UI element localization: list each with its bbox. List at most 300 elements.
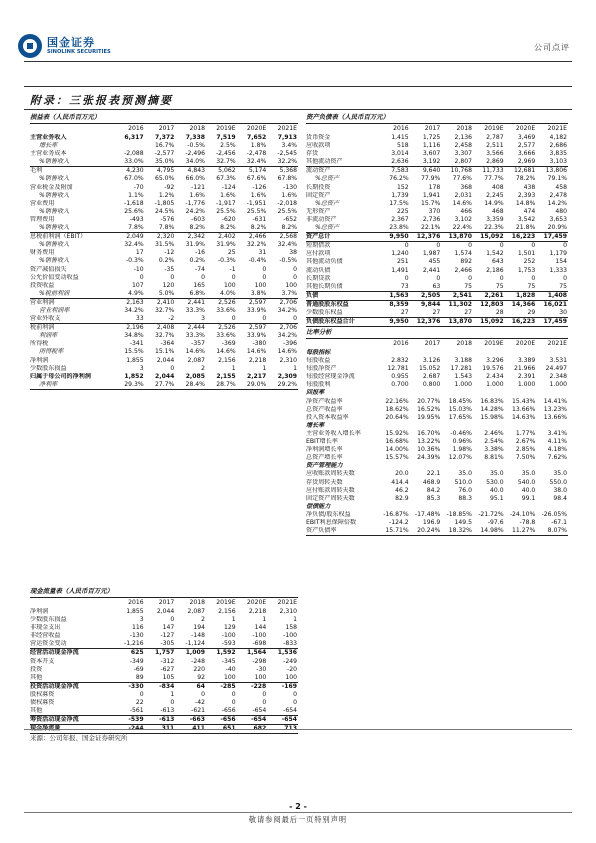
value-cell — [505, 389, 537, 397]
table-row — [306, 462, 568, 470]
value-cell — [536, 462, 568, 470]
row-label: 少数股东损益 — [30, 364, 67, 372]
value-cell: -593 — [206, 640, 237, 649]
value-cell: 0 — [170, 699, 175, 707]
value-cell: -69 — [133, 665, 144, 673]
value-cell: 107 — [132, 281, 144, 289]
value-cell: 1,725 — [422, 134, 441, 141]
value-cell: 0 — [237, 315, 268, 324]
value-cell: -124 — [221, 183, 236, 191]
row-label: 其他长期负债 — [306, 283, 378, 292]
row-label: 应收款项 — [306, 142, 331, 150]
row-label: 所得税 — [30, 340, 49, 348]
value-cell: 2,505 — [410, 291, 442, 300]
value-cell: 2,410 — [156, 298, 175, 306]
table-row — [306, 479, 568, 487]
row-label: %销售收入 — [30, 158, 114, 167]
value-cell: 16,021 — [543, 300, 567, 308]
value-cell: 0 — [531, 274, 536, 282]
value-cell: 0 — [201, 690, 205, 698]
table-row — [30, 691, 298, 699]
value-cell: 643 — [491, 258, 504, 266]
year-header-cell: 2019E — [484, 340, 504, 347]
value-cell: 34.2% — [124, 306, 144, 314]
row-label: 每股收益 — [306, 357, 331, 365]
value-cell: 0 — [499, 274, 504, 282]
value-cell — [378, 349, 410, 357]
table-row — [30, 184, 298, 192]
value-cell: 1,240 — [391, 250, 409, 258]
table-row — [30, 208, 298, 216]
value-cell: 35.0% — [145, 158, 176, 167]
ratio-analysis-table — [306, 339, 568, 536]
value-cell: 12,376 — [410, 233, 442, 242]
value-cell: 147 — [162, 624, 175, 632]
value-cell: 15.43% — [512, 397, 536, 405]
table-row — [30, 266, 298, 274]
value-cell: 2.434 — [486, 373, 504, 381]
row-label: 息税前利润（EBIT） — [30, 233, 87, 241]
year-header-cell: 2017 — [158, 599, 175, 606]
value-cell: 3,103 — [536, 158, 568, 167]
value-cell: 100 — [223, 281, 236, 289]
footer-rule — [24, 812, 572, 813]
value-cell: 3.531 — [549, 357, 567, 365]
value-cell: -631 — [252, 215, 267, 223]
value-cell: -67.1 — [551, 518, 567, 526]
value-cell: 79.1% — [547, 175, 567, 183]
row-label: 主营业务成本 — [30, 150, 67, 158]
value-cell: 1.543 — [454, 373, 472, 381]
value-cell: -0.5% — [279, 257, 297, 265]
value-cell: -698 — [237, 640, 268, 649]
value-cell: -1,951 — [246, 199, 267, 207]
value-cell: 2,636 — [378, 158, 410, 167]
value-cell: 1,179 — [549, 250, 567, 258]
table-row — [306, 216, 568, 224]
table-row — [306, 454, 568, 462]
value-cell: 466 — [460, 207, 472, 215]
value-cell: 0.800 — [422, 381, 441, 389]
value-cell: 1,855 — [126, 356, 144, 364]
value-cell: 4.18% — [547, 446, 567, 454]
value-cell: 24.2% — [185, 207, 205, 215]
value-cell: 3,359 — [486, 215, 504, 223]
table-row — [306, 373, 568, 381]
row-label: 股权募资 — [30, 690, 55, 698]
value-cell: 2,441 — [187, 298, 205, 306]
value-cell: 20.24% — [410, 527, 442, 536]
year-header-cell: 2018 — [456, 340, 472, 347]
row-label: 投资 — [30, 665, 43, 673]
value-cell: 75 — [505, 283, 537, 292]
value-cell: 1,739 — [391, 191, 409, 199]
table-row — [30, 340, 298, 348]
value-cell: 2.54% — [484, 438, 504, 446]
value-cell: 33.9% — [246, 332, 267, 340]
value-cell: 14.28% — [480, 405, 504, 413]
value-cell: -654 — [267, 716, 298, 725]
value-cell: -70 — [133, 183, 144, 191]
table-row — [30, 682, 298, 691]
value-cell: 144 — [254, 624, 267, 632]
value-cell: -330 — [128, 682, 144, 690]
value-cell: 1,501 — [517, 250, 536, 258]
value-cell: -341 — [129, 340, 144, 348]
value-cell: 82.9 — [395, 494, 409, 502]
value-cell: 67.6% — [246, 175, 267, 183]
value-cell: 0 — [170, 616, 175, 624]
value-cell: 4,182 — [549, 134, 567, 141]
value-cell: -16 — [195, 249, 205, 257]
table-row — [306, 389, 568, 397]
value-cell: 33.6% — [216, 306, 236, 314]
value-cell: 77.9% — [420, 175, 441, 183]
value-cell: 7,338 — [185, 134, 205, 141]
ratio-analysis-title: 比率分析 — [306, 327, 568, 339]
header-row — [306, 124, 568, 134]
value-cell: 14,366 — [511, 300, 536, 308]
value-cell: 25.5% — [246, 207, 267, 215]
table-row — [306, 519, 568, 527]
table-row — [306, 200, 568, 208]
value-cell: 15,092 — [473, 318, 505, 327]
value-cell: 12.07% — [448, 454, 472, 462]
value-cell: 34.0% — [175, 158, 206, 167]
value-cell: 129 — [223, 624, 236, 632]
value-cell: 33.6% — [216, 332, 236, 340]
value-cell: 3,469 — [517, 134, 536, 141]
year-header-cell: 2020E — [246, 599, 267, 606]
value-cell: 3 — [175, 315, 206, 324]
row-label: EBIT增长率 — [306, 438, 338, 446]
value-cell: -126 — [252, 183, 267, 191]
year-header-cell: 2019E — [216, 599, 236, 606]
table-row — [306, 184, 568, 192]
value-cell: 35.0 — [521, 470, 536, 478]
value-cell: 370 — [428, 207, 441, 215]
value-cell: 34.8% — [124, 332, 144, 340]
value-cell: 16,223 — [505, 233, 537, 242]
value-cell: 530.0 — [486, 478, 504, 486]
value-cell: 0 — [170, 273, 175, 281]
value-cell: 11.27% — [505, 527, 537, 536]
value-cell: 0 — [231, 273, 236, 281]
year-header-cell: 2016 — [393, 125, 409, 132]
table-row — [306, 250, 568, 258]
value-cell: 13.66% — [543, 413, 567, 421]
row-label: 非经营收益 — [30, 632, 61, 640]
table-row — [30, 348, 298, 356]
value-cell: 32.7% — [206, 158, 237, 167]
value-cell: 1.1% — [128, 191, 144, 199]
value-cell: 1,333 — [549, 266, 567, 274]
value-cell: 15.71% — [378, 527, 410, 536]
table-row — [30, 158, 298, 167]
value-cell: 2,408 — [156, 324, 175, 332]
table-row — [306, 158, 568, 167]
value-cell: 2,044 — [156, 608, 175, 615]
value-cell: -285 — [220, 682, 236, 690]
value-cell: -169 — [281, 682, 297, 690]
value-cell: 9,950 — [378, 318, 410, 327]
value-cell: 518 — [397, 142, 409, 150]
value-cell: 0.2% — [189, 257, 205, 265]
value-cell: 22.1% — [410, 224, 442, 233]
table-row — [30, 167, 298, 176]
table-row — [30, 624, 298, 632]
value-cell: 22.3% — [473, 224, 505, 233]
value-cell: 6.8% — [175, 290, 206, 299]
value-cell: 4,795 — [156, 167, 175, 175]
row-label: 每股经营现金净流 — [306, 373, 355, 381]
value-cell — [378, 503, 410, 511]
value-cell: -833 — [267, 640, 298, 649]
page-number: - 2 - — [289, 802, 307, 811]
row-label: 经营活动现金净流 — [30, 649, 79, 657]
row-label: 总资产增长率 — [306, 454, 343, 462]
value-cell: 468 — [491, 207, 504, 215]
value-cell: 78.2% — [515, 175, 536, 183]
value-cell: 32.7% — [154, 306, 175, 314]
value-cell: 2,087 — [187, 608, 205, 615]
value-cell: -1,776 — [185, 199, 205, 207]
value-cell: 32.4% — [277, 241, 297, 249]
value-cell: 2,156 — [218, 608, 236, 615]
value-cell: 2,736 — [422, 215, 441, 223]
value-cell: -620 — [221, 215, 236, 223]
table-row — [30, 365, 298, 373]
value-cell: 0 — [293, 699, 297, 707]
value-cell: 2,393 — [517, 191, 536, 199]
row-label: 无形资产 — [306, 207, 331, 215]
value-cell: 1,828 — [505, 291, 537, 300]
value-cell: 1 — [293, 364, 297, 372]
value-cell: 9,844 — [421, 300, 441, 308]
table-row — [306, 258, 568, 266]
value-cell: 25.6% — [124, 207, 144, 215]
value-cell: 252 — [523, 258, 536, 266]
logo-cn-text: 国金证券 — [47, 35, 95, 49]
row-label: 货币资金 — [306, 134, 331, 141]
value-cell: 2,706 — [279, 298, 297, 306]
value-cell: 13.23% — [543, 405, 567, 413]
value-cell: 28 — [473, 309, 505, 318]
value-cell — [410, 422, 442, 430]
value-cell: -97.6 — [487, 518, 504, 526]
row-label: 净利率 — [30, 381, 114, 390]
value-cell: 7.50% — [515, 454, 536, 462]
value-cell: -100 — [252, 632, 267, 640]
table-row — [30, 699, 298, 707]
value-cell: -248 — [191, 657, 205, 665]
value-cell: 38 — [289, 249, 297, 257]
value-cell: 40.0 — [490, 486, 504, 494]
value-cell: 0 — [262, 699, 267, 707]
value-cell: 2,136 — [454, 134, 472, 141]
value-cell: -613 — [145, 707, 176, 716]
row-label: 投资活动现金净流 — [30, 682, 79, 690]
table-row — [30, 640, 298, 649]
value-cell: 194 — [193, 624, 205, 632]
value-cell: 2,597 — [248, 298, 267, 306]
value-cell: 3 — [139, 364, 144, 372]
value-cell: -369 — [221, 340, 236, 348]
value-cell: 2,049 — [126, 233, 144, 241]
row-label: %销售收入 — [39, 207, 70, 215]
value-cell: 31 — [258, 249, 267, 257]
value-cell: -576 — [160, 215, 175, 223]
year-header-cell: 2017 — [424, 125, 441, 132]
table-row — [30, 666, 298, 674]
value-cell: 7.62% — [547, 454, 567, 462]
value-cell: -2,496 — [185, 150, 205, 158]
value-cell: 1.6% — [189, 191, 205, 199]
header-row — [306, 339, 568, 349]
value-cell: 15.98% — [480, 413, 504, 421]
value-cell: 9,950 — [378, 233, 410, 242]
table-row — [306, 134, 568, 142]
table-row — [30, 192, 298, 200]
value-cell: 2,541 — [441, 291, 473, 300]
value-cell: -654 — [237, 707, 268, 716]
value-cell: 33.9% — [246, 306, 267, 314]
value-cell: 7,652 — [247, 134, 267, 141]
value-cell: 98.4 — [553, 494, 567, 502]
value-cell: 2,444 — [187, 324, 205, 332]
value-cell: -148 — [191, 632, 205, 640]
value-cell — [505, 349, 537, 357]
balance-sheet-panel — [306, 112, 568, 327]
value-cell: 100 — [254, 281, 267, 289]
value-cell: 7,372 — [155, 134, 175, 141]
table-row — [30, 616, 298, 624]
value-cell: -357 — [191, 340, 205, 348]
balance-sheet-title: 资产负债表（人民币百万元） — [306, 112, 568, 124]
value-cell: 33.0% — [114, 158, 145, 167]
row-label: 流动资产 — [306, 167, 331, 175]
value-cell: 2,085 — [185, 372, 205, 380]
value-cell: 2,218 — [248, 608, 267, 615]
value-cell: 14.9% — [484, 199, 504, 207]
value-cell: 2.687 — [422, 373, 441, 381]
value-cell: 1,592 — [216, 649, 236, 657]
value-cell: 1,987 — [422, 250, 441, 258]
row-label: 偿债能力 — [306, 502, 331, 510]
value-cell: 0.2% — [158, 257, 175, 265]
value-cell: 0 — [563, 274, 567, 282]
value-cell: -100 — [283, 632, 297, 640]
value-cell: 2.85% — [515, 446, 536, 454]
value-cell: 12.781 — [387, 365, 409, 373]
value-cell: 1.000 — [517, 381, 536, 389]
table-row — [306, 150, 568, 158]
table-row — [30, 216, 298, 224]
value-cell: 8.2% — [206, 224, 237, 233]
value-cell: 1 — [293, 616, 297, 624]
value-cell: 2,807 — [441, 158, 473, 167]
value-cell: 16.70% — [417, 429, 441, 437]
value-cell: 16,223 — [505, 318, 537, 327]
value-cell: 455 — [428, 258, 441, 266]
value-cell: -0.3% — [217, 257, 236, 265]
value-cell: 3,566 — [486, 150, 504, 158]
value-cell: 196.9 — [422, 518, 441, 526]
value-cell: 12,681 — [513, 167, 536, 175]
value-cell: 13,870 — [441, 318, 473, 327]
value-cell — [410, 349, 442, 357]
value-cell: -2,545 — [277, 150, 297, 158]
value-cell: 1.8% — [250, 142, 267, 150]
value-cell: 22.16% — [385, 397, 409, 405]
value-cell: 67.3% — [216, 175, 236, 183]
value-cell: 84.2 — [426, 486, 441, 494]
value-cell: -621 — [175, 707, 206, 716]
value-cell: 33 — [114, 315, 145, 324]
row-label: 非现金支出 — [30, 624, 61, 632]
row-label: %总资产 — [306, 224, 378, 233]
value-cell: 0 — [531, 242, 536, 250]
year-header-cell: 2021E — [277, 125, 297, 132]
value-cell: -654 — [267, 707, 298, 716]
table-row — [306, 365, 568, 373]
value-cell: 2,458 — [454, 142, 472, 150]
value-cell: 17.5% — [389, 199, 409, 207]
value-cell: 2,196 — [126, 324, 144, 332]
value-cell: 17 — [135, 249, 144, 257]
source-rule — [24, 729, 572, 730]
value-cell: 3,835 — [549, 150, 567, 158]
table-row — [30, 224, 298, 233]
value-cell: 3.38% — [484, 446, 504, 454]
value-cell: 14.00% — [385, 446, 409, 454]
value-cell: 30 — [536, 309, 568, 318]
table-row — [306, 470, 568, 478]
row-label: 应付账款周转天数 — [306, 486, 355, 494]
value-cell: 2,156 — [218, 356, 236, 364]
value-cell: 165 — [193, 281, 205, 289]
table-row — [306, 309, 568, 318]
value-cell: 3,192 — [410, 158, 442, 167]
year-header-cell: 2016 — [393, 340, 409, 347]
table-row — [30, 332, 298, 340]
row-label: 负债 — [306, 291, 378, 300]
row-label: 固定资产 — [306, 191, 331, 199]
cashflow-table — [30, 598, 298, 734]
value-cell: 1.000 — [454, 381, 472, 389]
value-cell: 10,768 — [450, 167, 472, 175]
value-cell: 0 — [231, 690, 236, 698]
value-cell — [441, 389, 473, 397]
value-cell: 40.0 — [521, 486, 536, 494]
value-cell: 66.0% — [185, 175, 205, 183]
table-row — [30, 608, 298, 616]
value-cell: -21.72% — [478, 510, 504, 518]
value-cell: 1,116 — [422, 142, 441, 150]
value-cell — [114, 142, 145, 150]
table-row — [30, 233, 298, 242]
value-cell: 28.7% — [206, 381, 237, 390]
value-cell: 1.6% — [250, 191, 267, 199]
year-header-cell: 2020E — [515, 125, 536, 132]
value-cell: 1 — [170, 690, 175, 698]
row-label: 资产减值损失 — [30, 265, 67, 273]
value-cell: 35.0 — [490, 470, 504, 478]
value-cell — [536, 422, 568, 430]
value-cell: 2,577 — [517, 142, 536, 150]
value-cell: -834 — [159, 682, 175, 690]
value-cell: 13,870 — [441, 233, 473, 242]
